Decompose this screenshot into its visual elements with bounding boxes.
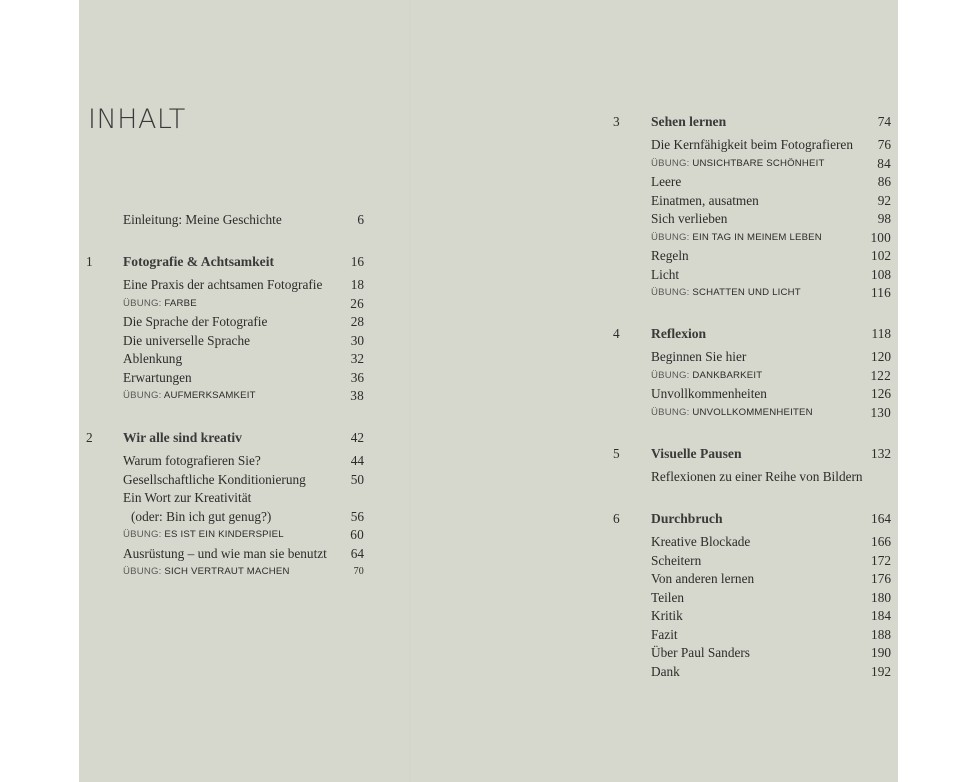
entry-label [651,366,762,385]
chapter-heading [86,428,364,447]
toc-entry [651,662,891,681]
toc-entry [651,467,891,486]
page-number: 100 [870,229,891,245]
toc-entry [123,368,364,387]
entry-label: Ablenkung [123,351,183,366]
toc-entry [123,470,364,489]
page-number: 30 [350,332,364,348]
intro-entry [123,210,364,229]
toc-entry [651,532,891,551]
chapter-heading [613,444,891,463]
exercise-title: SCHATTEN UND LICHT [692,287,801,298]
entry-label: Leere [651,174,682,189]
page-number: 38 [350,388,364,403]
page-number: 50 [350,471,364,487]
page-number: 166 [871,534,891,549]
chapter-title: Reflexion [651,326,707,341]
page-number: 130 [870,404,891,420]
entry-label: Teilen [651,589,685,605]
entry-label: Warum fotografieren Sie? [123,453,261,468]
page-number: 86 [877,174,891,189]
exercise-entry [651,366,891,385]
chapter-heading [613,112,891,131]
page-number: 76 [877,137,891,152]
entry-label: Erwartungen [123,369,192,385]
page-number: 44 [350,453,364,468]
page-number: 36 [350,369,364,385]
exercise-entry [123,386,364,405]
page-number: 122 [870,367,891,383]
page-title: INHALT [88,104,186,135]
entry-label: Kreative Blockade [651,534,751,549]
page-number: 92 [877,192,891,208]
entry-label: Über Paul Sanders [651,645,750,660]
entry-label: Die Sprache der Fotografie [123,314,268,329]
chapter-title: Sehen lernen [651,114,727,129]
chapter-heading [613,509,891,528]
entry-label [651,228,822,247]
exercise-entry [651,403,891,422]
entry-label [123,525,284,544]
chapter-number: 2 [86,430,93,445]
chapter-title: Wir alle sind kreativ [123,430,242,445]
page-number: 190 [871,645,891,660]
toc-entry [123,451,364,470]
chapter-page: 16 [350,254,364,269]
exercise-title: FARBE [164,297,197,309]
page-gutter [409,0,411,782]
exercise-prefix: ÜBUNG: [123,390,162,401]
toc-entry [651,209,891,228]
exercise-entry [123,294,364,313]
entry-label: Einatmen, ausatmen [651,192,759,208]
exercise-prefix: ÜBUNG: [651,157,690,169]
page-number: 180 [871,589,891,605]
chapter-number: 1 [86,254,93,269]
exercise-entry [651,154,891,173]
entry-label: Unvollkommenheiten [651,386,767,401]
page-number: 172 [871,552,891,568]
page-number: 120 [871,349,891,364]
toc-entry [651,588,891,607]
exercise-prefix: ÜBUNG: [651,406,690,418]
page-number: 84 [877,155,891,171]
entry-label: Von anderen lernen [651,571,755,586]
toc-entry [651,246,891,265]
toc-entry [123,507,364,526]
page-number: 192 [871,663,891,679]
page-number: 116 [870,285,891,300]
chapter-heading [613,324,891,343]
exercise-prefix: ÜBUNG: [123,297,162,309]
toc-entry [651,569,891,588]
chapter-page: 74 [877,114,891,129]
page-number: 108 [871,266,891,282]
toc-entry [123,488,364,507]
exercise-title: AUFMERKSAMKEIT [163,390,256,401]
entry-label: Regeln [651,248,689,263]
entry-label: Gesellschaftliche Konditionierung [123,471,306,487]
page-number: 126 [871,386,891,401]
entry-label [123,562,290,581]
entry-label [123,386,256,405]
toc-entry [651,265,891,284]
toc-entry [123,312,364,331]
toc-entry [123,275,364,294]
chapter-number: 6 [613,511,620,526]
entry-label: Beginnen Sie hier [651,349,747,364]
chapter-page: 164 [871,511,891,526]
page-number: 28 [350,314,364,329]
entry-label: Dank [651,663,680,679]
chapter-number: 3 [613,114,620,129]
chapter-title: Visuelle Pausen [651,446,742,461]
exercise-prefix: ÜBUNG: [651,287,690,298]
entry-label: Die Kernfähigkeit beim Fotografieren [651,137,853,152]
toc-entry [123,331,364,350]
exercise-title: DANKBARKEIT [692,369,763,381]
entry-label: Eine Praxis der achtsamen Fotografie [123,277,323,292]
exercise-title: SICH VERTRAUT MACHEN [164,566,290,577]
exercise-prefix: ÜBUNG: [123,529,162,540]
entry-label: Scheitern [651,552,702,568]
entry-label: Kritik [651,608,683,623]
entry-label: Sich verlieben [651,211,728,226]
exercise-entry [123,562,364,581]
page-number: 102 [871,248,891,263]
exercise-prefix: ÜBUNG: [651,231,690,243]
entry-label [123,294,197,313]
chapter-number: 5 [613,446,620,461]
toc-entry [651,551,891,570]
page-number: 70 [353,566,364,577]
chapter-title: Fotografie & Achtsamkeit [123,254,275,269]
chapter-title: Durchbruch [651,511,723,526]
page-number: 32 [350,351,364,366]
toc-entry [651,191,891,210]
toc-entry [651,384,891,403]
page-number: 64 [350,545,364,561]
page-number: 18 [350,277,364,292]
exercise-prefix: ÜBUNG: [123,566,162,577]
entry-label: Ausrüstung – und wie man sie benutzt [123,545,327,561]
exercise-title: EIN TAG IN MEINEM LEBEN [692,231,822,243]
chapter-page: 132 [871,446,891,461]
entry-label: Die universelle Sprache [123,332,251,348]
toc-entry [651,135,891,154]
toc-entry [651,172,891,191]
page-number: 6 [357,212,364,227]
chapter-page: 118 [871,326,891,341]
entry-label: Ein Wort zur Kreativität [123,490,252,505]
page-number: 26 [350,295,364,311]
entry-label [651,283,801,302]
page-number: 176 [871,571,891,586]
page-number: 188 [871,626,891,642]
entry-label [651,154,825,173]
entry-label: (oder: Bin ich gut genug?) [131,508,272,524]
toc-entry [651,606,891,625]
chapter-number: 4 [613,326,620,341]
entry-label: Licht [651,266,680,282]
exercise-entry [651,283,891,302]
chapter-page: 42 [350,430,364,445]
entry-label: Einleitung: Meine Geschichte [123,212,282,227]
entry-label [651,403,813,422]
exercise-title: ES IST EIN KINDERSPIEL [164,529,284,540]
exercise-prefix: ÜBUNG: [651,369,690,381]
exercise-entry [123,525,364,544]
exercise-title: UNSICHTBARE SCHÖNHEIT [692,157,825,169]
toc-entry [123,349,364,368]
toc-entry [651,643,891,662]
page-number: 60 [350,527,364,542]
exercise-title: UNVOLLKOMMENHEITEN [692,406,813,418]
page-number: 184 [871,608,891,623]
page-number: 56 [350,508,364,524]
toc-entry [123,544,364,563]
exercise-entry [651,228,891,247]
toc-entry [651,347,891,366]
entry-label: Reflexionen zu einer Reihe von Bildern [651,469,863,484]
toc-entry [651,625,891,644]
entry-label: Fazit [651,626,678,642]
page-number: 98 [877,211,891,226]
chapter-heading [86,252,364,271]
